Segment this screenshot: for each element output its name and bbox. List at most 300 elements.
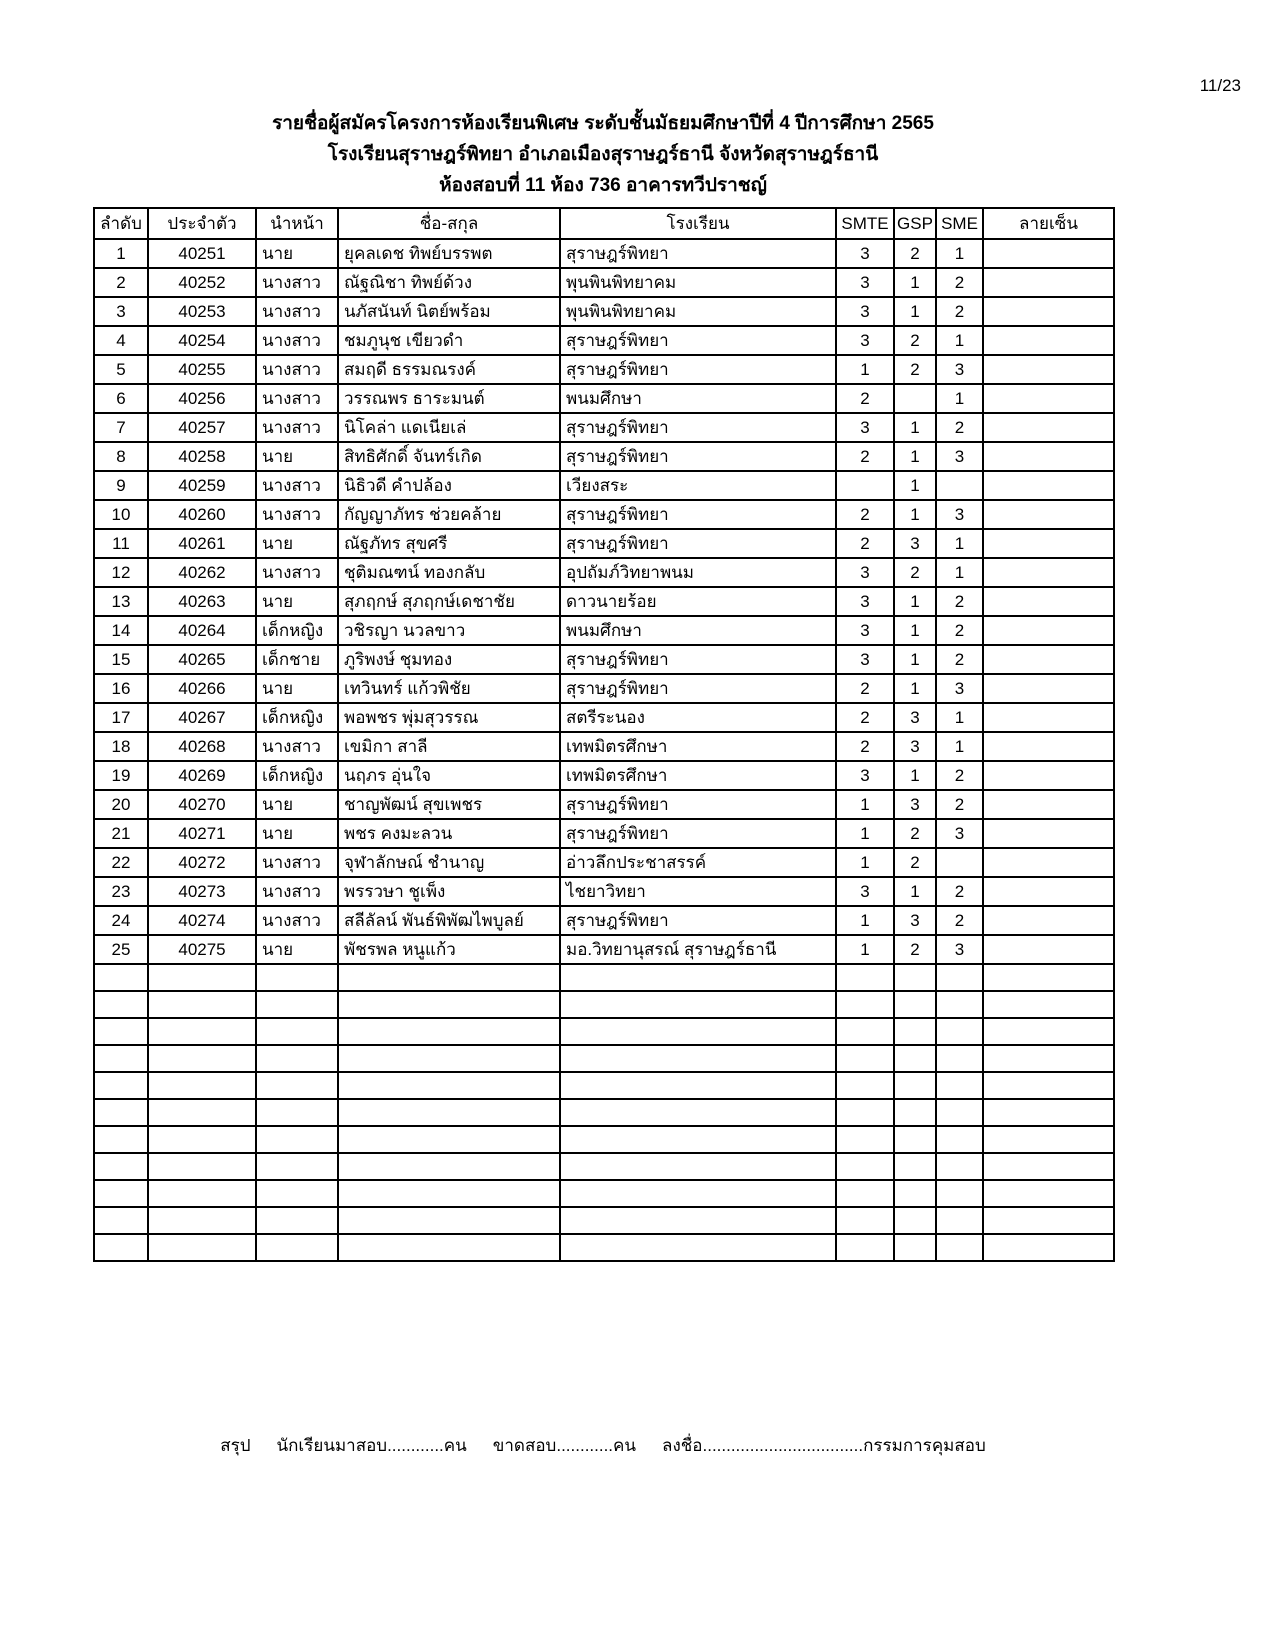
cell-title: นางสาว [256,732,338,761]
cell-sme [936,848,983,877]
cell-sign [983,587,1114,616]
cell-no: 15 [94,645,148,674]
cell-school: สุราษฎร์พิทยา [560,906,836,935]
empty-cell [894,1018,936,1045]
cell-id: 40256 [148,384,256,413]
empty-row [94,1018,1114,1045]
col-header-smte: SMTE [836,208,894,239]
empty-cell [256,1072,338,1099]
cell-no: 22 [94,848,148,877]
table-row [94,268,1114,297]
cell-name: สลีลัลน์ พันธ์พิพัฒไพบูลย์ [338,906,560,935]
cell-sign [983,355,1114,384]
col-header-sme: SME [936,208,983,239]
cell-name: นิธิวดี คำปล้อง [338,471,560,500]
empty-cell [94,1207,148,1234]
cell-sme: 1 [936,239,983,268]
empty-cell [983,964,1114,991]
empty-cell [936,1234,983,1261]
cell-sme: 3 [936,500,983,529]
cell-gsp: 1 [894,616,936,645]
empty-cell [836,1180,894,1207]
cell-id: 40267 [148,703,256,732]
table-row [94,529,1114,558]
empty-cell [836,1072,894,1099]
candidate-table [93,207,1115,1262]
cell-smte: 3 [836,558,894,587]
cell-gsp: 1 [894,268,936,297]
table-row [94,297,1114,326]
page-number: 11/23 [1199,76,1241,95]
cell-sign [983,616,1114,645]
cell-sign [983,819,1114,848]
cell-smte: 3 [836,297,894,326]
cell-smte: 1 [836,819,894,848]
cell-title: นางสาว [256,326,338,355]
table-row [94,645,1114,674]
cell-id: 40268 [148,732,256,761]
cell-smte: 2 [836,529,894,558]
cell-gsp: 1 [894,413,936,442]
cell-name: พัชรพล หนูแก้ว [338,935,560,964]
footer-summary-label: สรุป [220,1436,251,1455]
table-row [94,558,1114,587]
cell-id: 40254 [148,326,256,355]
cell-id: 40269 [148,761,256,790]
cell-sme: 1 [936,384,983,413]
table-row [94,326,1114,355]
cell-sme: 1 [936,326,983,355]
cell-sign [983,297,1114,326]
cell-sme: 2 [936,297,983,326]
cell-gsp: 2 [894,558,936,587]
cell-name: พรรวษา ชูเพ็ง [338,877,560,906]
empty-cell [894,1099,936,1126]
empty-cell [256,1045,338,1072]
cell-id: 40273 [148,877,256,906]
empty-cell [936,1207,983,1234]
cell-sme: 3 [936,935,983,964]
cell-id: 40262 [148,558,256,587]
cell-gsp: 3 [894,906,936,935]
title-line-2: โรงเรียนสุราษฎร์พิทยา อำเภอเมืองสุราษฎร์ธานี จังหวัดสุราษฎร์ธานี [327,144,879,165]
empty-cell [936,1153,983,1180]
empty-cell [94,1045,148,1072]
empty-cell [256,964,338,991]
empty-cell [983,1153,1114,1180]
footer-present-blank: นักเรียนมาสอบ............คน [276,1436,467,1455]
cell-smte: 3 [836,877,894,906]
cell-id: 40274 [148,906,256,935]
cell-sme: 1 [936,732,983,761]
empty-cell [256,991,338,1018]
cell-school: มอ.วิทยานุสรณ์ สุราษฎร์ธานี [560,935,836,964]
empty-cell [560,964,836,991]
cell-title: เด็กชาย [256,645,338,674]
empty-cell [560,1153,836,1180]
cell-no: 25 [94,935,148,964]
cell-gsp: 2 [894,935,936,964]
cell-sme: 2 [936,587,983,616]
empty-cell [836,1126,894,1153]
title-line-1: รายชื่อผู้สมัครโครงการห้องเรียนพิเศษ ระดับชั้นมัธยมศึกษาปีที่ 4 ปีการศึกษา 2565 [272,113,934,134]
empty-cell [338,1180,560,1207]
cell-no: 4 [94,326,148,355]
empty-row [94,1234,1114,1261]
cell-school: สตรีระนอง [560,703,836,732]
cell-id: 40253 [148,297,256,326]
empty-row [94,1153,1114,1180]
cell-school: ไชยาวิทยา [560,877,836,906]
cell-name: กัญญาภัทร ช่วยคล้าย [338,500,560,529]
cell-sign [983,239,1114,268]
empty-cell [256,1207,338,1234]
empty-cell [94,1072,148,1099]
cell-smte: 2 [836,442,894,471]
cell-gsp: 3 [894,790,936,819]
cell-name: ภูริพงษ์ ชุมทอง [338,645,560,674]
empty-cell [894,1207,936,1234]
cell-sme: 1 [936,529,983,558]
cell-sign [983,500,1114,529]
cell-sme: 2 [936,268,983,297]
cell-smte: 1 [836,906,894,935]
empty-cell [94,1018,148,1045]
table-row [94,355,1114,384]
empty-cell [338,1234,560,1261]
cell-title: นางสาว [256,268,338,297]
empty-row [94,1045,1114,1072]
empty-cell [983,1099,1114,1126]
cell-name: ณัฐภัทร สุขศรี [338,529,560,558]
empty-cell [338,1126,560,1153]
cell-smte: 2 [836,500,894,529]
cell-school: สุราษฎร์พิทยา [560,674,836,703]
cell-id: 40252 [148,268,256,297]
empty-cell [894,1045,936,1072]
empty-cell [894,964,936,991]
empty-cell [936,1045,983,1072]
cell-id: 40255 [148,355,256,384]
cell-gsp: 2 [894,355,936,384]
cell-title: นางสาว [256,848,338,877]
cell-gsp: 1 [894,442,936,471]
cell-id: 40261 [148,529,256,558]
table-row [94,471,1114,500]
cell-title: นาย [256,587,338,616]
cell-id: 40270 [148,790,256,819]
cell-sme: 2 [936,790,983,819]
cell-name: นฤภร อุ่นใจ [338,761,560,790]
empty-cell [560,1234,836,1261]
cell-no: 3 [94,297,148,326]
cell-name: พอพชร พุ่มสุวรรณ [338,703,560,732]
empty-cell [936,1018,983,1045]
empty-cell [148,1072,256,1099]
cell-name: เทวินทร์ แก้วพิชัย [338,674,560,703]
cell-no: 11 [94,529,148,558]
empty-cell [894,991,936,1018]
empty-row [94,991,1114,1018]
cell-smte: 3 [836,326,894,355]
cell-name: วชิรญา นวลขาว [338,616,560,645]
cell-sign [983,732,1114,761]
empty-cell [836,1018,894,1045]
empty-cell [338,1045,560,1072]
cell-no: 8 [94,442,148,471]
cell-smte: 1 [836,790,894,819]
cell-no: 19 [94,761,148,790]
cell-smte: 2 [836,732,894,761]
cell-name: สมฤดี ธรรมณรงค์ [338,355,560,384]
cell-name: ยุคลเดช ทิพย์บรรพต [338,239,560,268]
cell-name: วรรณพร ธาระมนต์ [338,384,560,413]
empty-cell [936,1099,983,1126]
cell-sign [983,674,1114,703]
cell-gsp: 3 [894,529,936,558]
cell-sme: 2 [936,616,983,645]
empty-cell [983,1207,1114,1234]
cell-school: เทพมิตรศึกษา [560,761,836,790]
cell-sign [983,558,1114,587]
cell-title: นาย [256,819,338,848]
table-row [94,500,1114,529]
cell-school: อ่าวลึกประชาสรรค์ [560,848,836,877]
cell-sme: 2 [936,645,983,674]
table-row [94,732,1114,761]
cell-name: สิทธิศักดิ์ จันทร์เกิด [338,442,560,471]
cell-school: สุราษฎร์พิทยา [560,413,836,442]
empty-row [94,1099,1114,1126]
cell-sme: 3 [936,819,983,848]
col-header-signature: ลายเซ็น [983,208,1114,239]
table-row [94,239,1114,268]
cell-gsp: 1 [894,471,936,500]
cell-no: 6 [94,384,148,413]
empty-cell [983,1018,1114,1045]
cell-school: อุปถัมภ์วิทยาพนม [560,558,836,587]
cell-title: นางสาว [256,906,338,935]
cell-smte [836,471,894,500]
empty-cell [983,1126,1114,1153]
empty-cell [148,1099,256,1126]
empty-cell [338,1018,560,1045]
empty-cell [836,991,894,1018]
cell-name: พชร คงมะลวน [338,819,560,848]
cell-name: ณัฐณิชา ทิพย์ด้วง [338,268,560,297]
cell-no: 10 [94,500,148,529]
empty-cell [836,1234,894,1261]
table-row [94,413,1114,442]
cell-smte: 3 [836,587,894,616]
cell-title: นาย [256,239,338,268]
cell-sign [983,326,1114,355]
cell-id: 40259 [148,471,256,500]
empty-cell [148,964,256,991]
cell-sign [983,848,1114,877]
cell-title: นาย [256,935,338,964]
empty-cell [256,1180,338,1207]
empty-cell [836,964,894,991]
cell-name: เขมิกา สาลี [338,732,560,761]
cell-title: นางสาว [256,384,338,413]
empty-cell [148,991,256,1018]
cell-no: 13 [94,587,148,616]
empty-cell [256,1099,338,1126]
empty-cell [560,1180,836,1207]
cell-name: ชุติมณฑน์ ทองกลับ [338,558,560,587]
empty-cell [936,1072,983,1099]
title-line-3: ห้องสอบที่ 11 ห้อง 736 อาคารทวีปราชญ์ [439,175,767,196]
cell-id: 40275 [148,935,256,964]
cell-sign [983,645,1114,674]
cell-title: นางสาว [256,558,338,587]
cell-sme: 3 [936,442,983,471]
cell-name: ชมภูนุช เขียวดำ [338,326,560,355]
footer-absent-blank: ขาดสอบ............คน [492,1436,637,1455]
cell-title: นางสาว [256,413,338,442]
empty-cell [256,1018,338,1045]
cell-gsp: 1 [894,500,936,529]
cell-school: สุราษฎร์พิทยา [560,442,836,471]
cell-no: 7 [94,413,148,442]
cell-school: สุราษฎร์พิทยา [560,326,836,355]
cell-no: 23 [94,877,148,906]
cell-gsp: 1 [894,297,936,326]
cell-no: 5 [94,355,148,384]
empty-cell [836,1207,894,1234]
cell-name: นภัสนันท์ นิตย์พร้อม [338,297,560,326]
cell-gsp: 1 [894,645,936,674]
empty-cell [560,1045,836,1072]
empty-cell [256,1234,338,1261]
empty-cell [148,1018,256,1045]
empty-cell [148,1234,256,1261]
cell-smte: 3 [836,413,894,442]
cell-smte: 1 [836,355,894,384]
cell-gsp: 1 [894,877,936,906]
cell-sme: 1 [936,703,983,732]
cell-smte: 3 [836,616,894,645]
cell-gsp: 1 [894,761,936,790]
empty-cell [94,1099,148,1126]
cell-no: 14 [94,616,148,645]
table-row [94,616,1114,645]
cell-title: นาย [256,442,338,471]
cell-gsp [894,384,936,413]
empty-cell [983,1072,1114,1099]
table-header-row [94,208,1114,239]
empty-cell [560,1099,836,1126]
cell-id: 40258 [148,442,256,471]
cell-sign [983,529,1114,558]
cell-sme: 3 [936,674,983,703]
cell-no: 18 [94,732,148,761]
empty-cell [560,1126,836,1153]
empty-cell [936,1126,983,1153]
cell-sme: 1 [936,558,983,587]
table-row [94,703,1114,732]
empty-cell [894,1153,936,1180]
cell-title: เด็กหญิง [256,761,338,790]
cell-name: นิโคล่า แดเนียเล่ [338,413,560,442]
cell-smte: 2 [836,703,894,732]
empty-cell [148,1180,256,1207]
col-header-id: ประจำตัว [148,208,256,239]
empty-cell [148,1045,256,1072]
cell-id: 40272 [148,848,256,877]
empty-cell [148,1153,256,1180]
cell-smte: 3 [836,268,894,297]
table-row [94,674,1114,703]
cell-no: 21 [94,819,148,848]
empty-row [94,964,1114,991]
cell-title: นาย [256,529,338,558]
cell-smte: 2 [836,384,894,413]
cell-school: พนมศึกษา [560,384,836,413]
cell-gsp: 2 [894,326,936,355]
cell-title: เด็กหญิง [256,703,338,732]
cell-name: จุฬาลักษณ์ ชำนาญ [338,848,560,877]
empty-cell [338,1099,560,1126]
col-header-school: โรงเรียน [560,208,836,239]
cell-school: พนมศึกษา [560,616,836,645]
cell-id: 40257 [148,413,256,442]
cell-gsp: 2 [894,239,936,268]
col-header-order: ลำดับ [94,208,148,239]
cell-no: 1 [94,239,148,268]
cell-smte: 2 [836,674,894,703]
cell-gsp: 2 [894,819,936,848]
empty-row [94,1180,1114,1207]
cell-sign [983,471,1114,500]
empty-cell [983,1234,1114,1261]
table-row [94,819,1114,848]
cell-no: 24 [94,906,148,935]
cell-gsp: 3 [894,703,936,732]
empty-cell [936,964,983,991]
cell-gsp: 1 [894,587,936,616]
cell-id: 40251 [148,239,256,268]
cell-id: 40264 [148,616,256,645]
cell-gsp: 2 [894,848,936,877]
table-row [94,906,1114,935]
table-row [94,877,1114,906]
cell-school: พุนพินพิทยาคม [560,297,836,326]
cell-smte: 3 [836,239,894,268]
cell-sme: 2 [936,761,983,790]
cell-school: สุราษฎร์พิทยา [560,819,836,848]
cell-no: 2 [94,268,148,297]
col-header-title: นำหน้า [256,208,338,239]
footer-signature-blank: ลงชื่อ..................................กรรมการคุมสอบ [662,1436,986,1455]
cell-title: นาย [256,790,338,819]
cell-no: 20 [94,790,148,819]
document-title-block [93,108,1113,201]
empty-cell [94,1126,148,1153]
empty-cell [936,991,983,1018]
cell-no: 12 [94,558,148,587]
cell-title: เด็กหญิง [256,616,338,645]
empty-cell [936,1180,983,1207]
cell-sign [983,703,1114,732]
empty-row [94,1072,1114,1099]
table-row [94,442,1114,471]
empty-cell [94,1234,148,1261]
cell-school: สุราษฎร์พิทยา [560,645,836,674]
empty-cell [338,1153,560,1180]
cell-sign [983,906,1114,935]
